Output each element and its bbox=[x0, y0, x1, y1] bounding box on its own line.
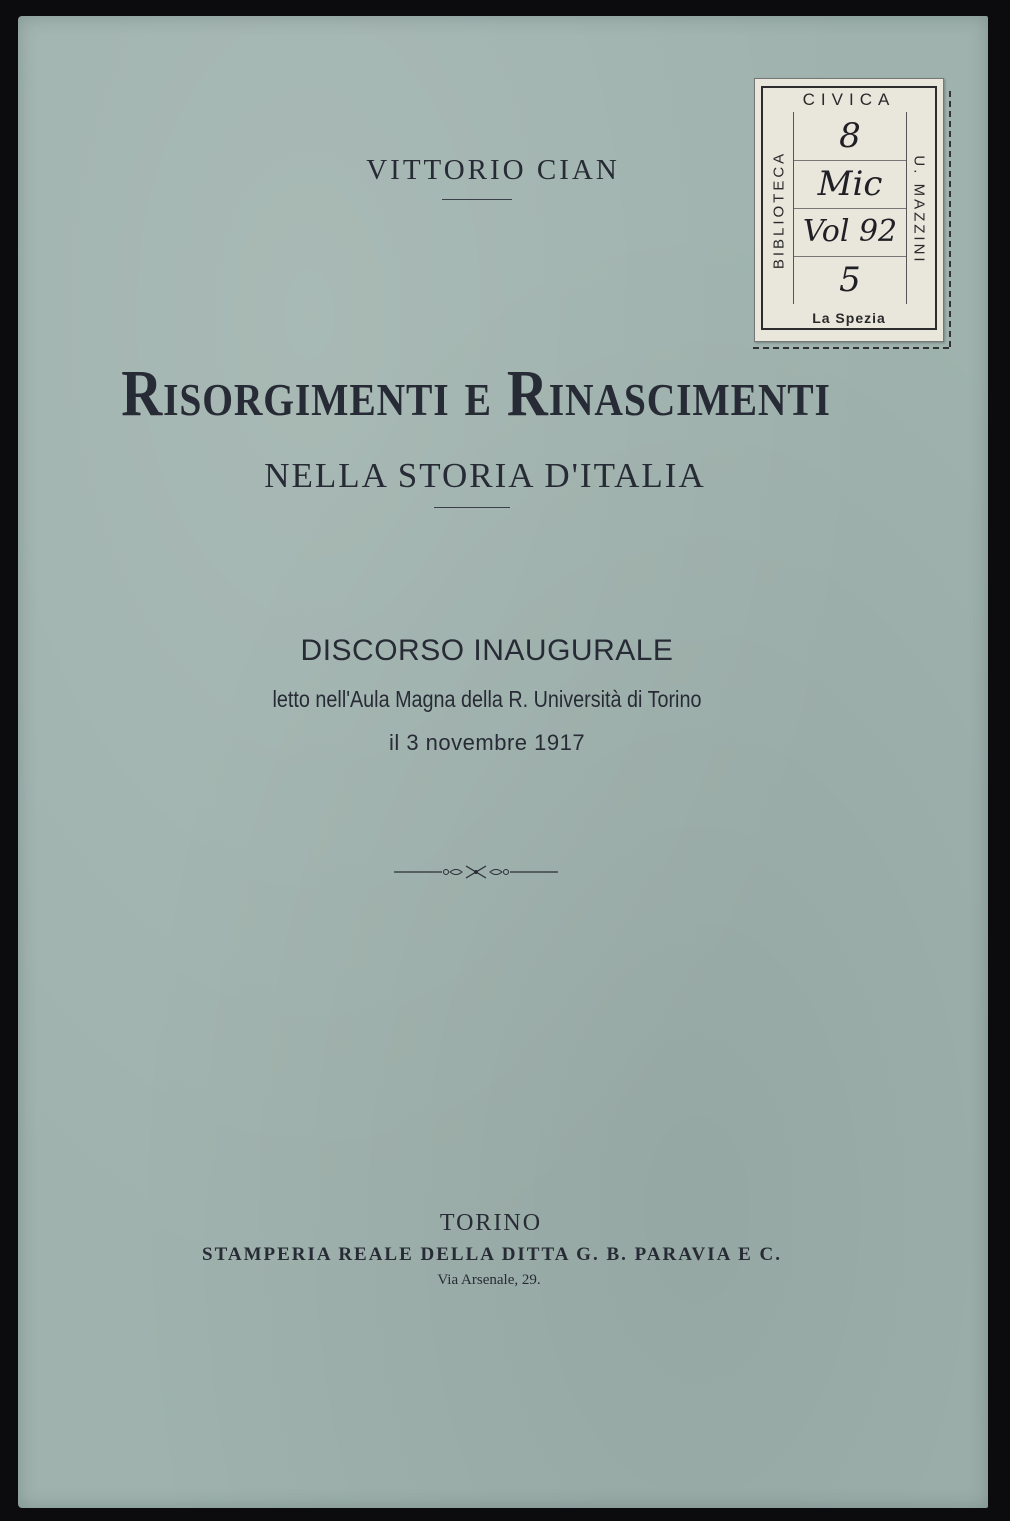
label-left-text: BIBLIOTECA bbox=[770, 150, 788, 270]
imprint-city: TORINO bbox=[439, 1210, 543, 1236]
author-rule bbox=[442, 199, 512, 200]
label-number: 5 bbox=[839, 260, 861, 300]
label-dashed-edge bbox=[753, 347, 949, 349]
label-shelf: 8 bbox=[794, 112, 906, 161]
label-call-number bbox=[793, 112, 907, 304]
label-bottom-text: La Spezia bbox=[812, 310, 886, 326]
book-cover bbox=[18, 16, 988, 1508]
book-title bbox=[59, 356, 893, 432]
label-section: Mic bbox=[794, 160, 906, 209]
imprint-printer: STAMPERIA REALE DELLA DITTA G. B. PARAVIA E C. bbox=[202, 1244, 782, 1265]
label-dashed-side bbox=[949, 91, 951, 347]
subtitle-rule bbox=[434, 507, 510, 508]
ornament-divider bbox=[394, 862, 558, 882]
label-frame bbox=[761, 86, 937, 330]
title-text: Risorgimenti e Rinascimenti bbox=[121, 357, 831, 430]
label-top-text: CIVICA bbox=[802, 90, 896, 109]
discourse-date: il 3 novembre 1917 bbox=[388, 730, 586, 755]
discourse-heading: DISCORSO INAUGURALE bbox=[300, 634, 674, 667]
label-volume: Vol 92 bbox=[794, 208, 906, 257]
library-label bbox=[754, 78, 944, 342]
book-subtitle: NELLA STORIA D'ITALIA bbox=[264, 456, 706, 495]
imprint-address: Via Arsenale, 29. bbox=[437, 1272, 541, 1288]
discourse-occasion: letto nell'Aula Magna della R. Università di Torino bbox=[272, 686, 702, 712]
author-name: VITTORIO CIAN bbox=[366, 154, 620, 186]
label-right-text: U. MAZZINI bbox=[910, 155, 928, 265]
